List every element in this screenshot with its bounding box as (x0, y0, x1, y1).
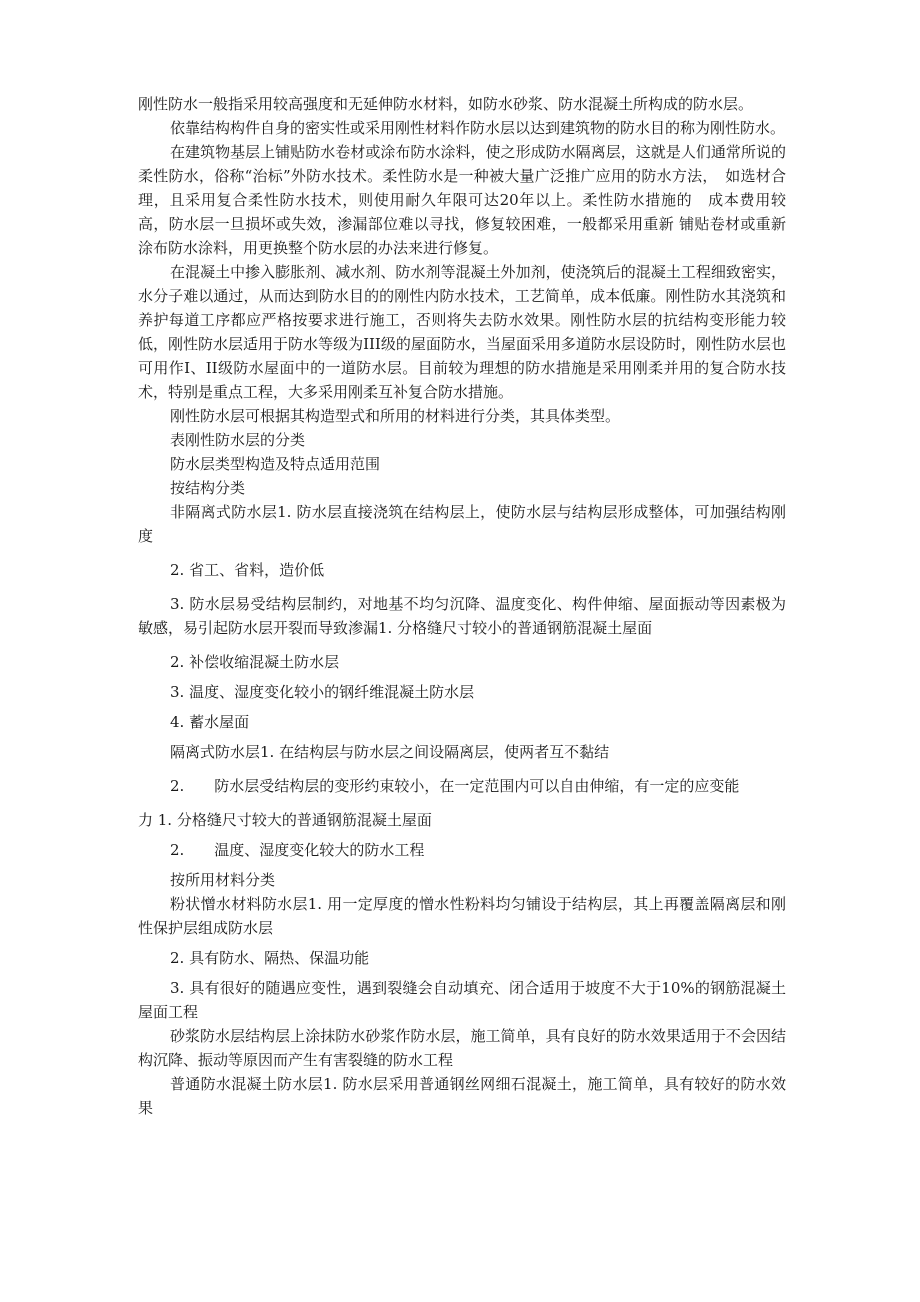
section-by-structure: 按结构分类 (170, 479, 246, 497)
document-page (138, 92, 786, 1120)
list-item: 2. 温度、湿度变化较大的防水工程 (170, 841, 425, 859)
list-item: 2. 防水层受结构层的变形约束较小，在一定范围内可以自由伸缩，有一定的应变能 (170, 777, 740, 795)
paragraph-concrete-admixture: 在混凝土中掺入膨胀剂、减水剂、防水剂等混凝土外加剂，使浇筑后的混凝土工程细致密实，水分子难以通过，从而达到防水目的的刚性内防水技术，工艺简单，成本低廉。刚性防水其浇筑和养护每道工序都应严格按要求进行施工，否则将失去防水效果。刚性防水层的抗结构变形能力较低，刚性防水层适用于防水等级为III级的屋面防水，当屋面采用多道防水层设防时，刚性防水层也可用作I、II级防水屋面中的一道防水层。目前较为理想的防水措施是采用刚柔并用的复合防水技术，特别是重点工程，大多采用刚柔互补复合防水措施。 (138, 263, 786, 401)
paragraph-rigid-definition: 刚性防水一般指采用较高强度和无延伸防水材料，如防水砂浆、防水混凝土所构成的防水层。 (138, 95, 754, 113)
list-item: 3. 防水层易受结构层制约，对地基不均匀沉降、温度变化、构件伸缩、屋面振动等因素极为敏感，易引起防水层开裂而导致渗漏1. 分格缝尺寸较小的普通钢筋混凝土屋面 (138, 595, 786, 637)
list-item: 4. 蓄水屋面 (170, 713, 250, 731)
section-by-material: 按所用材料分类 (170, 871, 276, 889)
paragraph-flexible-waterproofing: 在建筑物基层上铺贴防水卷材或涂布防水涂料，使之形成防水隔离层，这就是人们通常所说的柔性防水，俗称“治标”外防水技术。柔性防水是一种被大量广泛推广应用的防水方法， 如选材合理，且采用复合柔性防水技术，则使用耐久年限可达20年以上。柔性防水措施的 成本费用较高，防水层一旦损坏或失效，渗漏部位难以寻找，修复较困难，一般都采用重新 铺贴卷材或重新涂布防水涂料，用更换整个防水层的办法来进行修复。 (138, 143, 786, 257)
item-non-isolated-layer: 非隔离式防水层1. 防水层直接浇筑在结构层上，使防水层与结构层形成整体，可加强结构刚度 (138, 503, 786, 545)
list-item: 2. 省工、省料，造价低 (170, 561, 325, 579)
item-isolated-layer: 隔离式防水层1. 在结构层与防水层之间设隔离层，使两者互不黏结 (170, 743, 610, 761)
list-item: 2. 具有防水、隔热、保温功能 (170, 949, 370, 967)
paragraph-classification-intro: 刚性防水层可根据其构造型式和所用的材料进行分类，其具体类型。 (170, 407, 621, 425)
item-powder-layer: 粉状憎水材料防水层1. 用一定厚度的憎水性粉料均匀铺设于结构层，其上再覆盖隔离层和刚性保护层组成防水层 (138, 895, 786, 937)
list-item-continuation: 力 1. 分格缝尺寸较大的普通钢筋混凝土屋面 (138, 811, 432, 829)
list-item: 3. 具有很好的随遇应变性，遇到裂缝会自动填充、闭合适用于坡度不大于10%的钢筋混凝土屋面工程 (138, 979, 786, 1021)
table-header: 防水层类型构造及特点适用范围 (170, 455, 381, 473)
list-item: 2. 补偿收缩混凝土防水层 (170, 653, 340, 671)
list-item: 3. 温度、湿度变化较小的钢纤维混凝土防水层 (170, 683, 475, 701)
item-concrete-layer: 普通防水混凝土防水层1. 防水层采用普通钢丝网细石混凝土，施工简单，具有较好的防水效果 (138, 1075, 786, 1117)
paragraph-rigid-structure: 依靠结构构件自身的密实性或采用刚性材料作防水层以达到建筑物的防水目的称为刚性防水。 (170, 119, 786, 137)
item-mortar-layer: 砂浆防水层结构层上涂抹防水砂浆作防水层，施工简单，具有良好的防水效果适用于不会因结构沉降、振动等原因而产生有害裂缝的防水工程 (138, 1027, 786, 1069)
table-title: 表刚性防水层的分类 (170, 431, 306, 449)
